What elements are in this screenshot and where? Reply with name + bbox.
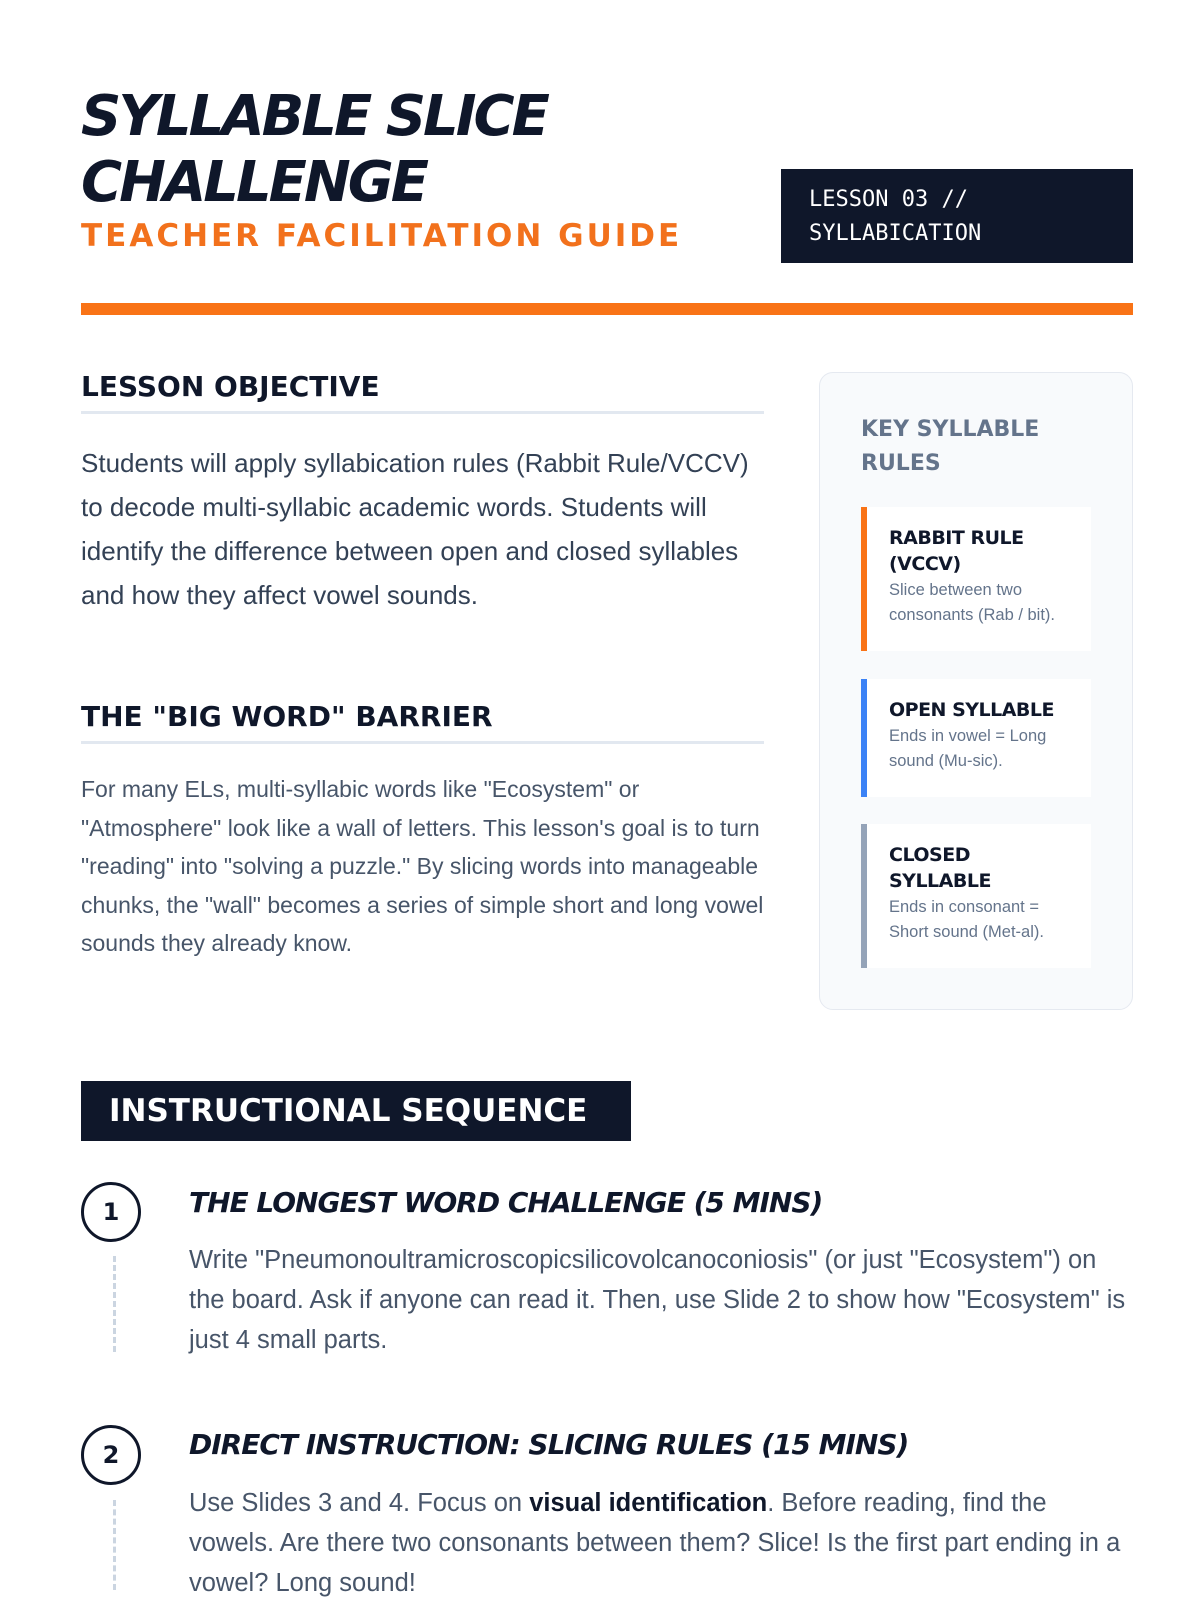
rules-title: KEY SYLLABLE RULES xyxy=(861,417,1040,476)
header-divider xyxy=(81,303,1133,315)
step-connector-line xyxy=(113,1500,116,1590)
rules-card xyxy=(819,372,1133,1010)
rule-title: RABBIT RULE (VCCV) xyxy=(889,527,1024,575)
step-text-part: Use Slides 3 and 4. Focus on xyxy=(189,1489,530,1517)
barrier-heading: THE "BIG WORD" BARRIER xyxy=(81,700,764,744)
objective-heading: LESSON OBJECTIVE xyxy=(81,370,764,414)
rule-title: OPEN SYLLABLE xyxy=(889,699,1055,721)
step-description xyxy=(189,1483,1133,1603)
title-line-2: CHALLENGE xyxy=(81,150,427,215)
sequence-heading: INSTRUCTIONAL SEQUENCE xyxy=(81,1081,631,1141)
step-title: THE LONGEST WORD CHALLENGE (5 MINS) xyxy=(189,1186,823,1219)
objective-text: Students will apply syllabication rules (Rabbit Rule/VCCV) to decode multi-syllabic academic words. Students will identify the difference between open and closed syllables and how they affect vowel sounds. xyxy=(81,448,749,610)
lesson-badge-line-2: SYLLABICATION xyxy=(809,221,982,246)
step-connector-line xyxy=(113,1256,116,1352)
step-number-badge: 2 xyxy=(81,1425,141,1485)
barrier-text: For many ELs, multi-syllabic words like "Ecosystem" or "Atmosphere" look like a wall of letters. This lesson's goal is to turn "reading" into "solving a puzzle." By slicing words into manageable chunks, the "wall" becomes a series of simple short and long vowel sounds they already know. xyxy=(81,776,764,956)
step-text-emphasis: visual identification xyxy=(529,1489,768,1517)
rule-description: Ends in consonant = Short sound (Met-al). xyxy=(889,898,1044,941)
step-title: DIRECT INSTRUCTION: SLICING RULES (15 MINS) xyxy=(189,1428,909,1461)
step-number-badge: 1 xyxy=(81,1182,141,1242)
rule-card-rabbit xyxy=(861,507,1091,651)
lesson-badge xyxy=(781,169,1133,263)
page-title xyxy=(81,84,721,216)
page-subtitle: TEACHER FACILITATION GUIDE xyxy=(81,218,683,254)
guide-page xyxy=(81,0,1133,1600)
rule-description: Ends in vowel = Long sound (Mu-sic). xyxy=(889,727,1047,770)
step-text-part: . Before reading, find the vowels. Are there two consonants between them? Slice! Is the first part ending in a vowel? Long sound! xyxy=(189,1489,1121,1597)
step-description: Write "Pneumonoultramicroscopicsilicovolcanoconiosis" (or just "Ecosystem") on the board. Ask if anyone can read it. Then, use Slide 2 to show how "Ecosystem" is just 4 small parts. xyxy=(189,1246,1126,1354)
title-line-1: SYLLABLE SLICE xyxy=(81,84,547,149)
lesson-badge-line-1: LESSON 03 // xyxy=(809,187,968,212)
rule-title: CLOSED SYLLABLE xyxy=(889,844,991,892)
rule-card-open-syllable xyxy=(861,679,1091,797)
rule-description: Slice between two consonants (Rab / bit). xyxy=(889,581,1055,624)
rule-card-closed-syllable xyxy=(861,824,1091,968)
